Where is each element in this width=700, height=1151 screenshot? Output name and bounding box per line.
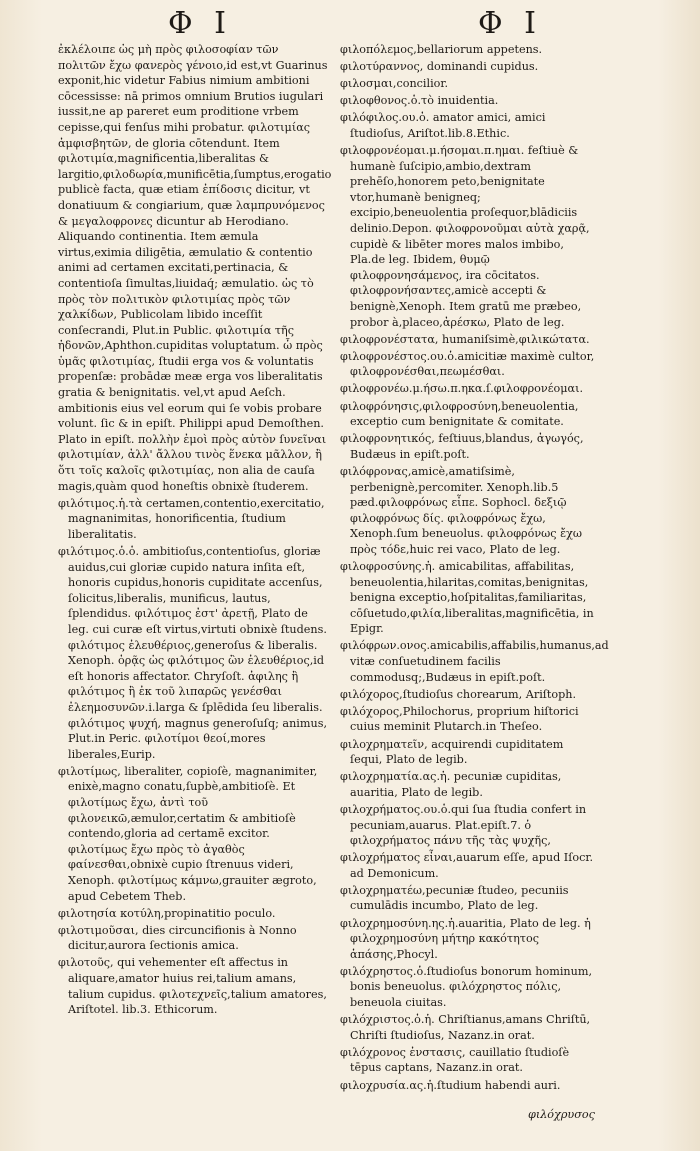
- dictionary-entry: φιλοτύραννος, dominandi cupidus.: [340, 60, 539, 74]
- dictionary-entry: φιλοχρηματέω,pecuniæ ſtudeo, pecuniis cumulādis incumbo, Plato de leg.: [340, 883, 569, 913]
- dictionary-entry: φιλοχρήματος εἶναι,auarum eſſe, apud Iſocr. ad Demonicum.: [340, 851, 594, 880]
- dictionary-entry: φιλόχορος,Philochorus, proprium hiſtorici cuius meminit Plutarch.in Theſeo.: [340, 704, 579, 734]
- dictionary-entry: φιλόφιλος.ου.ὁ. amator amici, amici ſtudioſus, Ariſtot.lib.8.Ethic.: [340, 111, 546, 140]
- dictionary-entry: φιλοφρονέστατα, humaniſsimè,φιλικώτατα.: [340, 332, 590, 346]
- right-column: [340, 42, 609, 1095]
- dictionary-entry: φιλοτοῦς, qui vehementer eſt affectus in aliquare,amator huius rei,talium amans, talium cupidus. φιλοτεχνεῖς,talium amatores, Ariſtotel. lib.3. Ethicorum.: [58, 956, 327, 1017]
- dictionary-entry: φιλοχρηματία.ας.ἡ. pecuniæ cupiditas, auaritia, Plato de legib.: [340, 770, 562, 799]
- dictionary-entry: φιλοχρηματεῖν, acquirendi cupiditatem ſequi, Plato de legib.: [340, 737, 564, 767]
- dictionary-entry: φιλοφρονέστος.ου.ὁ.amicitiæ maximè cultor, φιλοφρονέσθαι,πεωμέσθαι.: [340, 349, 595, 379]
- dictionary-entry: φιλότιμος.ἡ.τὰ certamen,contentio,exercitatio, magnanimitas, honorificentia, ſtudium liberalitatis.: [58, 496, 325, 541]
- dictionary-entry: φιλοπόλεμος,bellariorum appetens.: [340, 43, 543, 56]
- dictionary-entry: φιλοφρονέω.μ.ήσω.π.ηκα.ſ.φιλοφρονέομαι.: [340, 382, 584, 396]
- dictionary-entry: φιλοτησία κοτύλη,propinatitio poculo.: [58, 906, 276, 920]
- dictionary-entry: φιλοχρήματος.ου.ὁ.qui ſua ſtudia confert in pecuniam,auarus. Plat.epiſt.7. ὁ φιλοχρήματος πάνυ τῆς τὰς ψυχῆς,: [340, 802, 587, 848]
- dictionary-entry: φιλόχριστος.ὁ.ἡ. Chriſtianus,amans Chriſtū, Chriſti ſtudioſus, Nazanz.in orat.: [340, 1013, 591, 1042]
- dictionary-entry: φιλότιμος.ὁ.ὁ. ambitioſus,contentioſus, gloriæ auidus,cui gloriæ cupido natura inſita eſt, honoris cupidus,honoris cupiditate accenſus, ſolicitus,liberalis, munificus, lautus, ſplendidus. φιλότιμος ἐστ' ἀρετῇ, Plato de leg. cui curæ eſt virtus,virtuti obnixè ſtudens. φιλότιμος ἐλευθέριος,generoſus & liberalis. Xenoph. ὁρᾷς ὡς φιλότιμος ὢν ἐλευθέριος,id eſt honoris affectator. Chryſoſt. ἀφιλης ἢ φιλότιμος ἢ ἐκ τοῦ λιπαρῶς γενέσθαι ἐλεημοσυνῶν.i.larga & ſplēdida ſeu liberalis. φιλότιμος ψυχή, magnus generoſuſq; animus, Plut.in Peric. φιλοτίμοι θεοί,mores liberales,Eurip.: [58, 545, 327, 761]
- dictionary-entry: φιλόχορος,ſtudioſus chorearum, Ariſtoph.: [340, 687, 577, 701]
- running-header: [0, 6, 700, 42]
- dictionary-entry: φιλόφρων.ονος.amicabilis,affabilis,humanus,ad vitæ conſuetudinem facilis commodusq;,Budæus in epiſt.poſt.: [340, 639, 609, 684]
- dictionary-entry: φιλοφρονητικός, feſtiuus,blandus, ἀγωγός, Budæus in epiſt.poſt.: [340, 432, 584, 461]
- dictionary-entry: φιλοφρονέομαι.μ.ήσομαι.π.ημαι. feſtiuè & humanè ſuſcipio,ambio,dextram prehēſo,honorem peto,benignitate vtor,humanè benigneq; excipio,beneuolentia proſequor,blādiciis delinio.Depon. φιλοφρονοῦμαι αὐτὰ χαρᾷ, cupidè & libēter mores malos imbibo, Pla.de leg. Ibidem, θυμῷ φιλοφρονησάμενος, ira cōcitatos. φιλοφρονήσαντες,amicè accepti & benignè,Xenoph. Item gratū me præbeo, probor à,placeo,ἀρέσκω, Plato de leg.: [340, 144, 590, 329]
- dictionary-entry: φιλοφροσύνης.ἡ. amicabilitas, affabilitas, beneuolentia,hilaritas,comitas,benignitas, benigna exceptio,hoſpitalitas,familiaritas, cōſuetudo,φιλία,liberalitas,magnificētia, in Epigr.: [340, 560, 594, 636]
- catchword: φιλόχρυσος: [528, 1108, 595, 1121]
- dictionary-entry: φιλοτιμοῦσαι, dies circuncifionis à Nonno dicitur,aurora ſectionis amica.: [58, 923, 297, 953]
- dictionary-entry: φιλοσμαι,concilior.: [340, 77, 449, 91]
- dictionary-entry: φιλοτίμως, liberaliter, copioſè, magnanimiter, enixè,magno conatu,ſupbè,ambitioſè. Et φιλοτίμως ἔχω, ἀντὶ τοῦ φιλονεικῶ,æmulor,certatim & ambitioſè contendo,gloria ad certamē excitor. φιλοτίμως ἔχω πρὸς τὸ ἀγαθὸς φαίνεσθαι,obnixè cupio ſtrenuus videri, Xenoph. φιλοτίμως κάμνω,grauiter ægroto, apud Cebetem Theb.: [58, 764, 318, 903]
- dictionary-entry: φιλοφθονος.ὁ.τὸ inuidentia.: [340, 94, 499, 108]
- header-left: Φ Ι: [168, 6, 232, 41]
- dictionary-entry: φιλόχρηστος.ὁ.ſtudioſus bonorum hominum, bonis beneuolus. φιλόχρηστος πόλις, beneuola ciuitas.: [340, 964, 592, 1010]
- header-right: Φ Ι: [478, 6, 542, 41]
- dictionary-entry: φιλόχρονος ἐνστασις, cauillatio ſtudioſè tēpus captans, Nazanz.in orat.: [340, 1045, 570, 1075]
- dictionary-entry: φιλοχρημοσύνη.ης.ἡ.auaritia, Plato de leg. ἡ φιλοχρημοσύνη μήτηρ κακότητος ἁπάσης,Phocyl.: [340, 916, 591, 961]
- dictionary-entry: φιλόφρονας,amicè,amatiſsimè, perbenignè,percomiter. Xenoph.lib.5 pæd.φιλοφρόνως εἶπε. Sophocl. δεξιῷ φιλοφρόνως δίς. φιλοφρόνως ἔχω, Xenoph.ſum beneuolus. φιλοφρόνως ἔχω πρὸς τόδε,huic rei vaco, Plato de leg.: [340, 464, 582, 556]
- left-column: [58, 42, 332, 1019]
- dictionary-entry: φιλοχρυσία.ας.ἡ.ſtudium habendi auri.: [340, 1078, 561, 1092]
- dictionary-entry: φιλοφρόνησις,φιλοφροσύνη,beneuolentia, exceptio cum benignitate & comitate.: [340, 399, 579, 429]
- dictionary-entry: ἐκλέλοιπε ὡς μὴ πρὸς φιλοσοφίαν τῶν πολιτῶν ἔχω φανερὸς γένοιο,id est,vt Guarinus exponit,hic videtur Fabius nimium ambitioni cōcessisse: nā primos omnium Brutios iugulari iussit,ne ap pareret eum proditione vrbem cepisse,qui fenſus mihi probatur. φιλοτιμίας ἀμφισβητῶν, de gloria cōtendunt. Item φιλοτιμία,magnificentia,liberalitas & largitio,φιλοδωρία,munificētia,ſumptus,erogatio publicè facta, quæ etiam ἐπίδοσις dicitur, vt donatiuum & congiarium, quæ λαμπρυνόμενος & μεγαλοφρονες dicuntur ab Herodiano. Aliquando continentia. Item æmula virtus,eximia diligētia, æmulatio & contentio animi ad certamen excitati,pertinacia, & contentioſa ſimultas,liuidaq́; æmulatio. ὡς τὸ πρὸς τὸν πολιτικὸν φιλοτιμίας πρὸς τῶν χαλκίδων, Publicolam libido inceſſit conſecrandi, Plut.in Public. φιλοτιμία τῆς ἡδονῶν,Aphthon.cupiditas voluptatum. ὦ πρὸς ὑμᾶς φιλοτιμίας, ſtudii erga vos & voluntatis propenſæ: probādæ meæ erga vos liberalitatis gratia & benignitatis. vel,vt apud Aeſch. ambitionis eius vel eorum qui ſe vobis probare volunt. ſic & in epiſt. Philippi apud Demoſthen. Plato in epiſt. πολλὴν ἐμοὶ πρὸς αὐτὸν ſυνεῖναι φιλοτιμίαν, ἀλλ' ἄλλου τινὸς ἕνεκα μᾶλλον, ἢ ὅτι τοῖς καλοῖς φιλοτιμίας, non alia de cauſa magis,quàm quod honeſtis obnixè ſtuderem.: [58, 43, 332, 493]
